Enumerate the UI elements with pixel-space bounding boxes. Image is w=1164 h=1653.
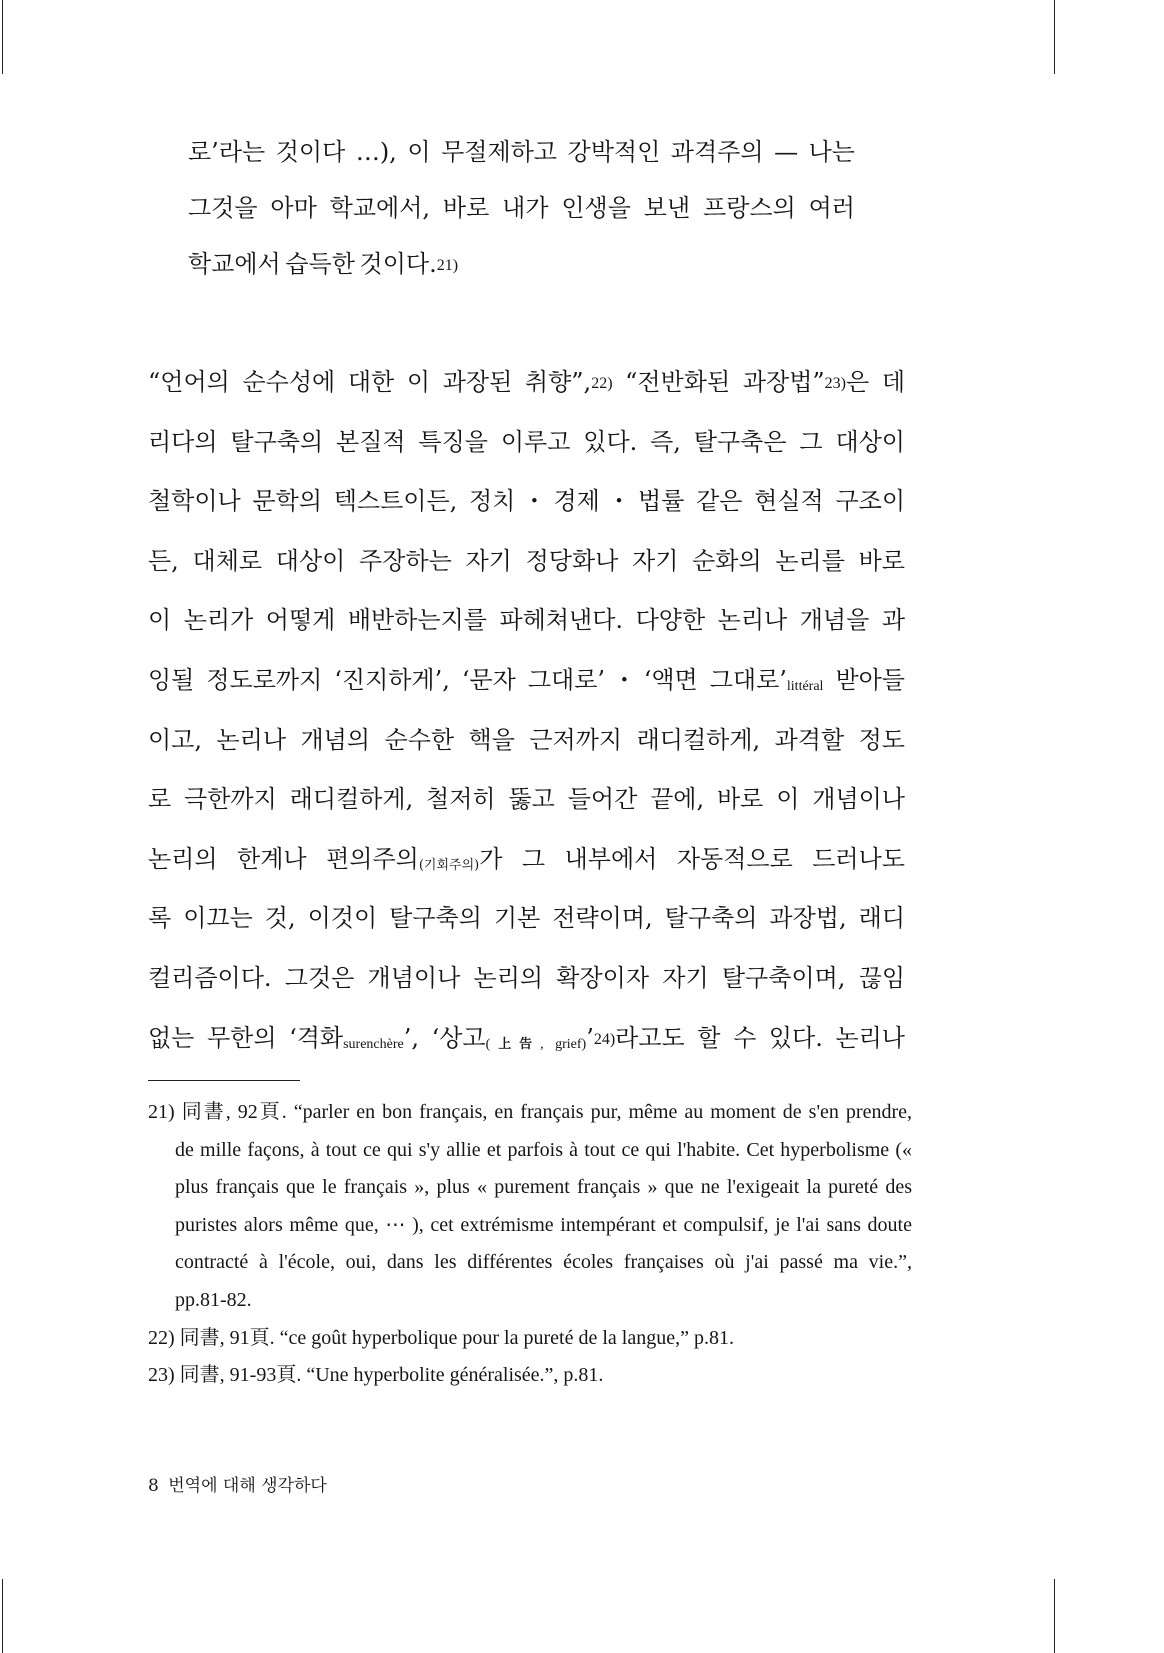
block-quote-line bbox=[188, 236, 855, 292]
note-ref: 22) bbox=[591, 375, 613, 392]
block-quote-text: 학교에서 습득한 것이다. bbox=[188, 250, 437, 278]
body-line: 든, 대체로 대상이 주장하는 자기 정당화나 자기 순화의 논리를 바로 bbox=[148, 546, 905, 575]
block-quote bbox=[188, 124, 855, 292]
footnote-number: 21) bbox=[148, 1101, 175, 1123]
note-ref: 23) bbox=[824, 375, 846, 392]
footnote-rule bbox=[148, 1080, 300, 1081]
body-line: 리다의 탈구축의 본질적 특징을 이루고 있다. 즉, 탈구축은 그 대상이 bbox=[148, 427, 905, 456]
footnote-line bbox=[148, 1357, 912, 1395]
footnote-text: 同書, 92頁. “parler en bon français, en français pur, même au moment de s'en prendre, bbox=[181, 1101, 913, 1123]
body-paragraph bbox=[148, 353, 905, 1068]
running-title: 번역에 대해 생각하다 bbox=[168, 1476, 327, 1496]
body-line: 록 이끄는 것, 이것이 탈구축의 기본 전략이며, 탈구축의 과장법, 래디 bbox=[148, 904, 905, 933]
body-line bbox=[148, 651, 905, 711]
body-line bbox=[148, 353, 905, 413]
body-text-run: 은 데 bbox=[845, 368, 906, 396]
footnote-line bbox=[148, 1320, 912, 1358]
page-number: 8 bbox=[148, 1476, 159, 1496]
foreign-term: surenchère bbox=[343, 1036, 404, 1052]
body-text-run: 받아들 bbox=[823, 665, 905, 694]
footnote-line bbox=[148, 1094, 912, 1132]
crop-mark-top-left bbox=[2, 0, 3, 74]
gloss: ( bbox=[485, 1036, 491, 1052]
body-text-run: 없는 무한의 ‘격화 bbox=[148, 1023, 344, 1052]
crop-mark-top-right bbox=[1054, 0, 1055, 74]
footnote-text: 同書, 91頁. “ce goût hyperbolique pour la pureté de la langue,” p.81. bbox=[179, 1326, 734, 1349]
note-ref: 21) bbox=[436, 257, 459, 274]
block-quote-line: 그것을 아마 학교에서, 바로 내가 인생을 보낸 프랑스의 여러 bbox=[188, 194, 855, 222]
body-text-run: 잉될 정도로까지 ‘진지하게’, ‘문자 그대로’・‘액면 그대로’ bbox=[148, 665, 787, 694]
footnote-line: plus français que le français », plus « purement français » que ne l'exigeait la pureté des bbox=[175, 1176, 912, 1199]
footnote-text: 同書, 91-93頁. “Une hyperbolite généralisée.”, p.81. bbox=[179, 1364, 604, 1387]
footnotes bbox=[148, 1094, 912, 1395]
body-line: 이 논리가 어떻게 배반하는지를 파헤쳐낸다. 다양한 논리나 개념을 과 bbox=[148, 606, 905, 635]
body-line: 이고, 논리나 개념의 순수한 핵을 근저까지 래디컬하게, 과격할 정도 bbox=[148, 725, 905, 754]
footnote-line: puristes alors même que, ⋯ ), cet extrémisme intempérant et compulsif, je l'ai sans doute bbox=[175, 1213, 912, 1236]
body-line: 로 극한까지 래디컬하게, 철저히 뚫고 들어간 끝에, 바로 이 개념이나 bbox=[148, 785, 905, 814]
body-text-run: ’, ‘상고 bbox=[403, 1023, 486, 1052]
footnote-number: 23) bbox=[148, 1364, 175, 1387]
body-text-run: 논리의 한계나 편의주의 bbox=[148, 844, 419, 873]
body-text-run: ’ bbox=[586, 1023, 594, 1052]
foreign-term: littéral bbox=[786, 678, 824, 694]
body-text-run: 라고도 할 수 있다. 논리나 bbox=[615, 1023, 905, 1052]
body-line bbox=[148, 1009, 905, 1069]
footnote-line: pp.81-82. bbox=[175, 1288, 252, 1311]
gloss: , grief) bbox=[540, 1036, 587, 1052]
body-line: 철학이나 문학의 텍스트이든, 정치・경제・법률 같은 현실적 구조이 bbox=[148, 487, 905, 516]
footnote-number: 22) bbox=[148, 1326, 175, 1349]
gloss-hanja: 上告 bbox=[490, 1036, 541, 1052]
crop-mark-bottom-right bbox=[1054, 1579, 1055, 1653]
gloss: (기회주의) bbox=[418, 857, 480, 873]
body-line: 컬리즘이다. 그것은 개념이나 논리의 확장이자 자기 탈구축이며, 끊임 bbox=[148, 963, 905, 992]
body-text-run: “언어의 순수성에 대한 이 과장된 취향”, bbox=[148, 368, 592, 396]
footnote-line: de mille façons, à tout ce qui s'y allie et parfois à tout ce qui l'habite. Cet hyperbolisme (« bbox=[175, 1138, 912, 1161]
body-line bbox=[148, 830, 905, 890]
body-text-run: “전반화된 과장법” bbox=[612, 368, 825, 396]
crop-mark-bottom-left bbox=[2, 1579, 3, 1653]
page-footer bbox=[148, 1474, 327, 1498]
footnote-line: contracté à l'école, oui, dans les différentes écoles françaises où j'ai passé ma vie.”, bbox=[175, 1251, 912, 1274]
block-quote-line: 로’라는 것이다 …), 이 무절제하고 강박적인 과격주의 — 나는 bbox=[188, 138, 855, 166]
note-ref: 24) bbox=[593, 1030, 616, 1048]
body-text-run: 가 그 내부에서 자동적으로 드러나도 bbox=[479, 844, 905, 873]
